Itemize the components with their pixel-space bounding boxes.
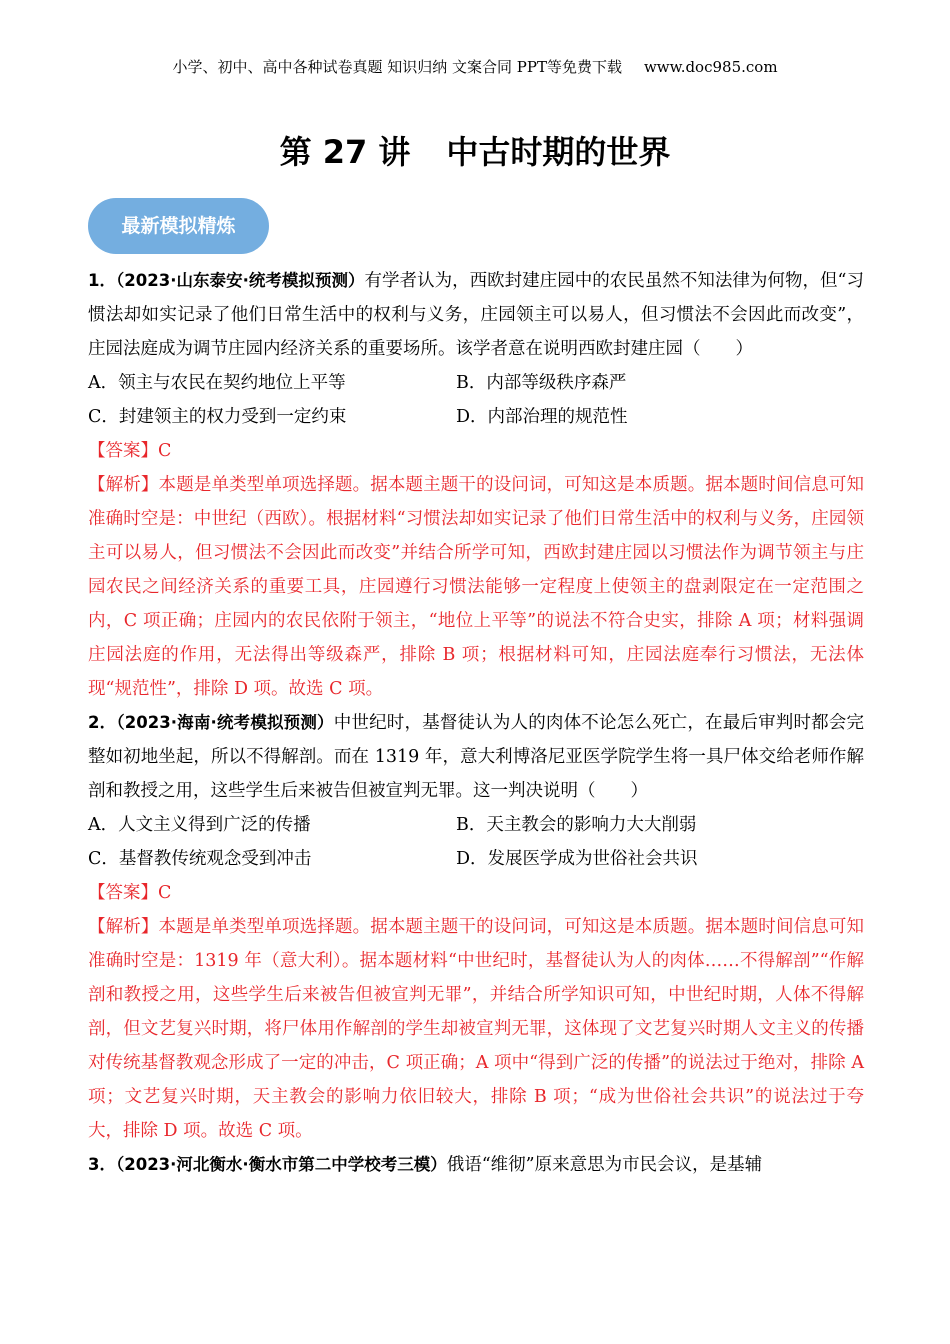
answer: 【答案】C <box>88 441 172 461</box>
question-options <box>88 808 864 876</box>
option-d: D．内部治理的规范性 <box>456 407 628 427</box>
question-number: 3． <box>88 1155 116 1174</box>
question-source: （2023·海南·统考模拟预测） <box>116 713 334 732</box>
header-text: 小学、初中、高中各种试卷真题 知识归纳 文案合同 PPT等免费下载 <box>172 58 622 76</box>
question-1 <box>88 264 864 706</box>
analysis: 【解析】本题是单类型单项选择题。据本题主题干的设问词，可知这是本质题。据本题时间信息可知准确时空是：中世纪（西欧）。根据材料“习惯法却如实记录了他们日常生活中的权利与义务，庄园领主可以易人，但习惯法不会因此而改变”并结合所学可知，西欧封建庄园以习惯法作为调节领主与庄园农民之间经济关系的重要工具，庄园遵行习惯法能够一定程度上使领主的盘剥限定在一定范围之内，C 项正确；庄园内的农民依附于领主，“地位上平等”的说法不符合史实，排除 A 项；材料强调庄园法庭的作用，无法得出等级森严，排除 B 项；根据材料可知，庄园法庭奉行习惯法，无法体现“规范性”，排除 D 项。故选 C 项。 <box>88 475 864 699</box>
question-options <box>88 366 864 434</box>
question-number: 2． <box>88 713 117 732</box>
section-badge: 最新模拟精炼 <box>88 198 269 254</box>
title-topic: 中古时期的世界 <box>446 133 671 171</box>
title-lecture-number: 第 27 讲 <box>279 133 411 171</box>
question-text: 俄语“维彻”原来意思为市民会议，是基辅 <box>446 1155 763 1175</box>
question-2 <box>88 706 864 1148</box>
question-source: （2023·河北衡水·衡水市第二中学校考三模） <box>115 1155 447 1174</box>
option-c: C．封建领主的权力受到一定约束 <box>88 407 347 427</box>
questions-content <box>88 264 864 1182</box>
header-url[interactable]: www.doc985.com <box>643 58 778 76</box>
question-text: 中世纪时，基督徒认为人的肉体不论怎么死亡，在最后审判时都会完整如初地坐起，所以不得解剖。而在 1319 年，意大利博洛尼亚医学院学生将一具尸体交给老师作解剖和教授之用，这些学生后来被告但被宣判无罪。这一判决说明（ ） <box>88 713 864 801</box>
question-stem <box>88 264 864 366</box>
page-title <box>0 130 950 174</box>
page-header <box>0 56 950 78</box>
option-d: D．发展医学成为世俗社会共识 <box>456 849 698 869</box>
analysis: 【解析】本题是单类型单项选择题。据本题主题干的设问词，可知这是本质题。据本题时间信息可知准确时空是：1319 年（意大利）。据本题材料“中世纪时，基督徒认为人的肉体……不得解剖”“作解剖和教授之用，这些学生后来被告但被宣判无罪”，并结合所学知识可知，中世纪时期，人体不得解剖，但文艺复兴时期，将尸体用作解剖的学生却被宣判无罪，这体现了文艺复兴时期人文主义的传播对传统基督教观念形成了一定的冲击，C 项正确；A 项中“得到广泛的传播”的说法过于绝对，排除 A 项；文艺复兴时期，天主教会的影响力依旧较大，排除 B 项；“成为世俗社会共识”的说法过于夸大，排除 D 项。故选 C 项。 <box>88 917 864 1141</box>
question-source: （2023·山东泰安·统考模拟预测） <box>116 271 365 290</box>
option-a: A．领主与农民在契约地位上平等 <box>88 373 346 393</box>
option-b: B．天主教会的影响力大大削弱 <box>456 815 697 835</box>
option-a: A．人文主义得到广泛的传播 <box>88 815 311 835</box>
question-3 <box>88 1148 864 1182</box>
question-number: 1． <box>88 271 117 290</box>
option-b: B．内部等级秩序森严 <box>456 373 627 393</box>
question-stem <box>88 706 864 808</box>
question-stem <box>88 1148 864 1182</box>
answer: 【答案】C <box>88 883 172 903</box>
question-text: 有学者认为，西欧封建庄园中的农民虽然不知法律为何物，但“习惯法却如实记录了他们日常生活中的权利与义务，庄园领主可以易人，但习惯法不会因此而改变”，庄园法庭成为调节庄园内经济关系的重要场所。该学者意在说明西欧封建庄园（ ） <box>88 271 864 359</box>
option-c: C．基督教传统观念受到冲击 <box>88 849 312 869</box>
